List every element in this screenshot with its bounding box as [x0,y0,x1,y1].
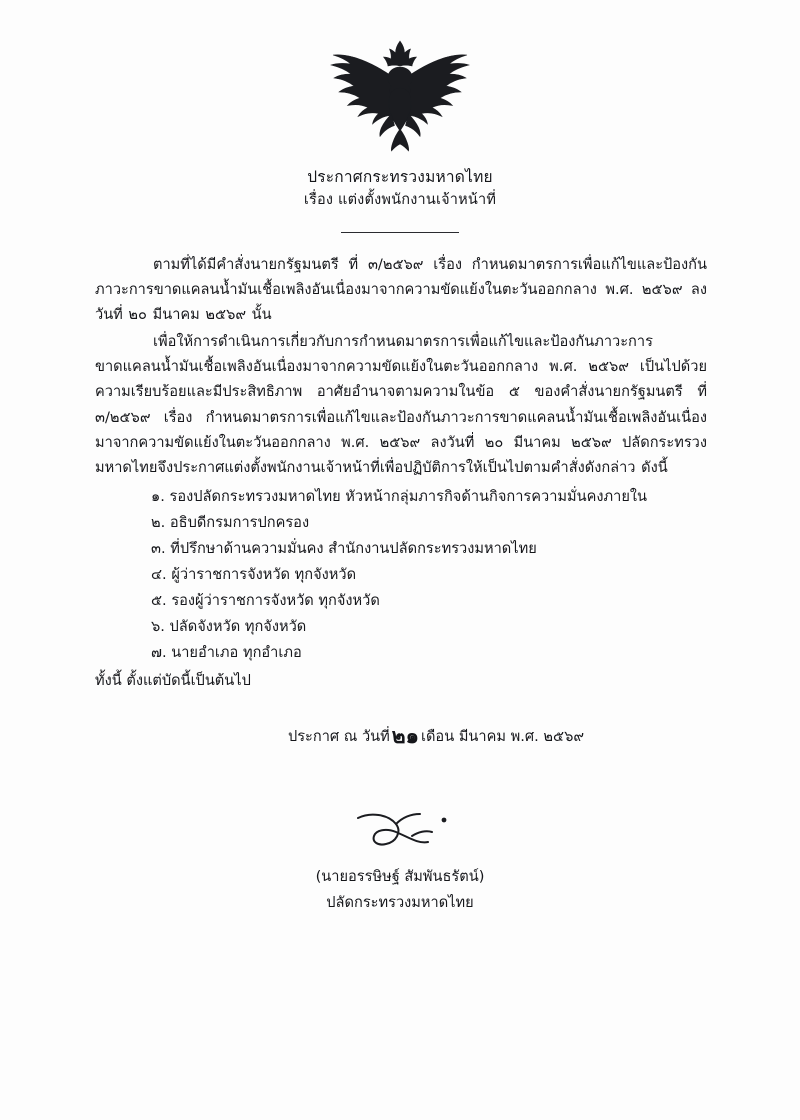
dateline-prefix: ประกาศ ณ วันที่ [287,727,390,745]
emblem-container [0,34,800,152]
dateline-day: ๒๑ [391,723,419,748]
handwritten-signature [0,800,800,864]
list-item: ๑. รองปลัดกระทรวงมหาดไทย หัวหน้ากลุ่มภารกิจด้านกิจการความมั่นคงภายใน [151,487,647,505]
list-item: ๖. ปลัดจังหวัด ทุกจังหวัด [151,617,307,635]
list-item: ๓. ที่ปรึกษาด้านความมั่นคง สำนักงานปลัดกระทรวงมหาดไทย [151,539,537,557]
appointee-list [95,484,707,666]
garuda-emblem [325,34,475,152]
header-divider [341,232,459,233]
signatory-title: ปลัดกระทรวงมหาดไทย [326,894,474,912]
paragraph-1: ตามที่ได้มีคำสั่งนายกรัฐมนตรี ที่ ๓/๒๕๖๙ เรื่อง กำหนดมาตรการเพื่อแก้ไขและป้องกันภาวะการขาดแคลนน้ำมันเชื้อเพลิงอันเนื่องมาจากความขัดแย้งในตะวันออกกลาง พ.ศ. ๒๕๖๙ ลงวันที่ ๒๐ มีนาคม ๒๕๖๙ นั้น [95,256,707,324]
list-item: ๕. รองผู้ว่าราชการจังหวัด ทุกจังหวัด [151,591,380,609]
list-item: ๗. นายอำเภอ ทุกอำเภอ [151,643,302,661]
dateline [95,720,707,753]
dateline-suffix: เดือน มีนาคม พ.ศ. ๒๕๖๙ [420,727,585,745]
document-body [95,252,707,753]
paragraph-2: เพื่อให้การดำเนินการเกี่ยวกับการกำหนดมาตรการเพื่อแก้ไขและป้องกันภาวะการขาดแคลนน้ำมันเชื้อเพลิงอันเนื่องมาจากความขัดแย้งในตะวันออกกลาง พ.ศ. ๒๕๖๙ เป็นไปด้วยความเรียบร้อยและมีประสิทธิภาพ อาศัยอำนาจตามความในข้อ ๕ ของคำสั่งนายกรัฐมนตรี ที่ ๓/๒๕๖๙ เรื่อง กำหนดมาตรการเพื่อแก้ไขและป้องกันภาวะการขาดแคลนน้ำมันเชื้อเพลิงอันเนื่องมาจากความขัดแย้งในตะวันออกกลาง พ.ศ. ๒๕๖๙ ลงวันที่ ๒๐ มีนาคม ๒๕๖๙ ปลัดกระทรวงมหาดไทยจึงประกาศแต่งตั้งพนักงานเจ้าหน้าที่เพื่อปฏิบัติการให้เป็นไปตามคำสั่งดังกล่าว ดังนี้ [95,333,707,476]
ministry-title: ประกาศกระทรวงมหาดไทย [307,168,493,186]
list-item: ๔. ผู้ว่าราชการจังหวัด ทุกจังหวัด [151,565,357,583]
signature-block [0,800,800,917]
closing-statement: ทั้งนี้ ตั้งแต่บัดนี้เป็นต้นไป [95,671,251,689]
list-item: ๒. อธิบดีกรมการปกครอง [151,513,310,531]
signatory-name: (นายอรรษิษฐ์ สัมพันธรัตน์) [315,868,485,885]
document-header [0,165,800,211]
document-subject: เรื่อง แต่งตั้งพนักงานเจ้าหน้าที่ [303,192,497,209]
